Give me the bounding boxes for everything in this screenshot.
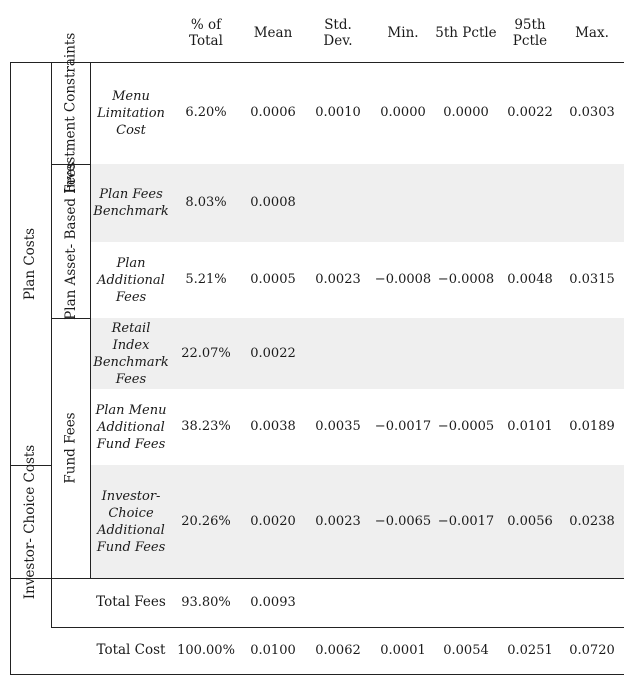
cell-pct-total: 8.03% bbox=[185, 195, 227, 210]
rule-table-bottom bbox=[10, 674, 624, 675]
cell-max: 0.0315 bbox=[569, 272, 615, 287]
cell-mean: 0.0006 bbox=[250, 105, 296, 120]
cell-max bbox=[562, 578, 622, 627]
cell-95th-pctle: 0.0048 bbox=[507, 272, 553, 287]
cell-5th-pctle: −0.0008 bbox=[437, 272, 495, 287]
header-pct-total: % of Total bbox=[189, 17, 223, 49]
cell-min: −0.0008 bbox=[374, 272, 432, 287]
row-label: Plan Additional Fees bbox=[97, 255, 165, 305]
cell-max: 0.0238 bbox=[569, 513, 615, 529]
header-mean: Mean bbox=[253, 25, 293, 41]
cell-pct-total: 6.20% bbox=[185, 105, 227, 120]
cell-5th-pctle: 0.0054 bbox=[443, 642, 489, 658]
cell-min: 0.0001 bbox=[380, 642, 426, 658]
cell-pct-total: 22.07% bbox=[181, 345, 231, 361]
cell-5th-pctle: −0.0005 bbox=[437, 419, 495, 434]
total-label: Total Cost bbox=[96, 642, 166, 658]
cell-max: 0.0189 bbox=[569, 419, 615, 434]
cell-5th-pctle bbox=[434, 164, 498, 242]
cell-std-dev bbox=[304, 318, 372, 389]
cell-pct-total: 5.21% bbox=[185, 272, 227, 287]
header-min: Min. bbox=[387, 25, 419, 41]
cell-5th-pctle: −0.0017 bbox=[437, 513, 495, 529]
header-95th-pctle: 95th Pctle bbox=[512, 17, 548, 49]
group-plan-asset-based-fees: Plan Asset- Based Fees bbox=[62, 162, 79, 320]
cell-std-dev bbox=[304, 578, 372, 627]
cell-min bbox=[372, 318, 434, 389]
cell-pct-total: 100.00% bbox=[177, 642, 235, 658]
cell-mean: 0.0093 bbox=[250, 594, 296, 610]
cell-pct-total: 93.80% bbox=[181, 594, 231, 610]
group-investment-constraints: Investment Constraints bbox=[62, 32, 79, 194]
cell-95th-pctle bbox=[498, 318, 562, 389]
cell-std-dev: 0.0023 bbox=[315, 513, 361, 529]
cell-mean: 0.0022 bbox=[250, 345, 296, 361]
cell-std-dev: 0.0010 bbox=[315, 105, 361, 120]
cell-mean: 0.0100 bbox=[250, 642, 296, 658]
cell-mean: 0.0008 bbox=[250, 195, 296, 210]
header-std-dev: Std. Dev. bbox=[323, 17, 353, 49]
cell-5th-pctle bbox=[434, 578, 498, 627]
cell-std-dev bbox=[304, 164, 372, 242]
cell-pct-total: 38.23% bbox=[181, 419, 231, 434]
total-label: Total Fees bbox=[96, 594, 166, 610]
cell-95th-pctle bbox=[498, 164, 562, 242]
cell-min bbox=[372, 578, 434, 627]
cell-std-dev: 0.0062 bbox=[315, 642, 361, 658]
cell-max: 0.0303 bbox=[569, 105, 615, 120]
row-label: Plan Menu Additional Fund Fees bbox=[95, 402, 167, 452]
cell-95th-pctle: 0.0251 bbox=[507, 642, 553, 658]
header-max: Max. bbox=[575, 25, 609, 41]
header-5th-pctle: 5th Pctle bbox=[435, 25, 497, 41]
group-fund-fees: Fund Fees bbox=[62, 412, 79, 484]
cell-mean: 0.0038 bbox=[250, 419, 296, 434]
group-investor-choice-costs: Investor- Choice Costs bbox=[22, 444, 39, 599]
cell-95th-pctle: 0.0056 bbox=[507, 513, 553, 529]
cell-mean: 0.0005 bbox=[250, 272, 296, 287]
group-plan-costs: Plan Costs bbox=[22, 227, 39, 300]
cell-5th-pctle: 0.0000 bbox=[443, 105, 489, 120]
cell-std-dev: 0.0023 bbox=[315, 272, 361, 287]
cell-max bbox=[562, 164, 622, 242]
row-label: Menu Limitation Cost bbox=[97, 88, 165, 138]
cell-95th-pctle bbox=[498, 578, 562, 627]
row-label: Plan Fees Benchmark bbox=[93, 187, 169, 219]
cell-min: −0.0065 bbox=[374, 513, 432, 529]
cell-min bbox=[372, 164, 434, 242]
cell-95th-pctle: 0.0101 bbox=[507, 419, 553, 434]
cell-min: 0.0000 bbox=[380, 105, 426, 120]
row-label: Investor- Choice Additional Fund Fees bbox=[96, 488, 166, 555]
cell-min: −0.0017 bbox=[374, 419, 432, 434]
cell-pct-total: 20.26% bbox=[181, 513, 231, 529]
cell-mean: 0.0020 bbox=[250, 513, 296, 529]
cell-95th-pctle: 0.0022 bbox=[507, 105, 553, 120]
cell-max bbox=[562, 318, 622, 389]
row-label: Retail Index Benchmark Fees bbox=[93, 320, 169, 387]
cell-5th-pctle bbox=[434, 318, 498, 389]
cell-std-dev: 0.0035 bbox=[315, 419, 361, 434]
cell-max: 0.0720 bbox=[569, 642, 615, 658]
